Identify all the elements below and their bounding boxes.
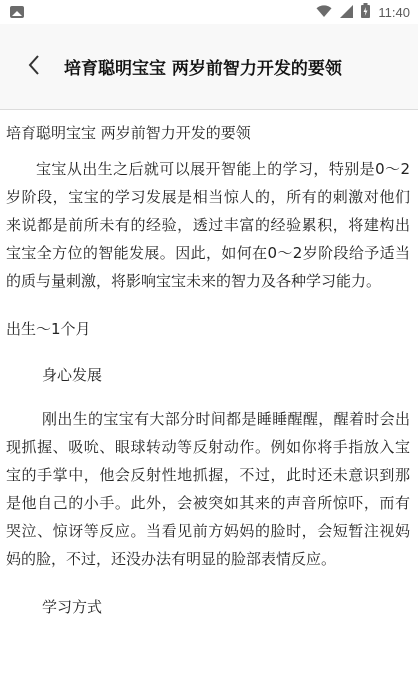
back-button[interactable] (10, 43, 58, 91)
status-right (316, 3, 410, 22)
wifi-icon (316, 3, 332, 22)
article-heading: 培育聪明宝宝 两岁前智力开发的要领 (6, 124, 251, 142)
sub-title: 身心发展 (42, 366, 103, 384)
app-bar (0, 24, 418, 110)
intro-paragraph: 宝宝从出生之后就可以展开智能上的学习，特别是0～2岁阶段，宝宝的学习发展是相当惊人的，所有的刺激对他们来说都是前所未有的经验，透过丰富的经验累积，将建构出宝宝全方位的智能发展。因此，如何在0～2岁阶段给予适当的质与量刺激，将影响宝宝未来的智力及各种学习能力。 (6, 160, 410, 290)
page-title: 培育聪明宝宝 两岁前智力开发的要领 (64, 59, 342, 79)
next-sub-title: 学习方式 (42, 598, 103, 616)
section-title: 出生～1个月 (6, 320, 91, 338)
signal-icon (340, 3, 353, 22)
status-bar (0, 0, 418, 24)
chevron-left-icon (27, 54, 41, 80)
status-left (10, 6, 24, 18)
status-time: 11:40 (378, 4, 410, 20)
article-content[interactable] (0, 111, 418, 683)
battery-icon (361, 3, 370, 22)
gallery-icon (10, 6, 24, 18)
body-paragraph: 刚出生的宝宝有大部分时间都是睡睡醒醒，醒着时会出现抓握、吸吮、眼球转动等反射动作。例如你将手指放入宝宝的手掌中，他会反射性地抓握，不过，此时还未意识到那是他自己的小手。此外，会被突如其来的声音所惊吓，而有哭泣、惊讶等反应。当看见前方妈妈的脸时，会短暂注视妈妈的脸，不过，还没办法有明显的脸部表情反应。 (6, 410, 410, 568)
